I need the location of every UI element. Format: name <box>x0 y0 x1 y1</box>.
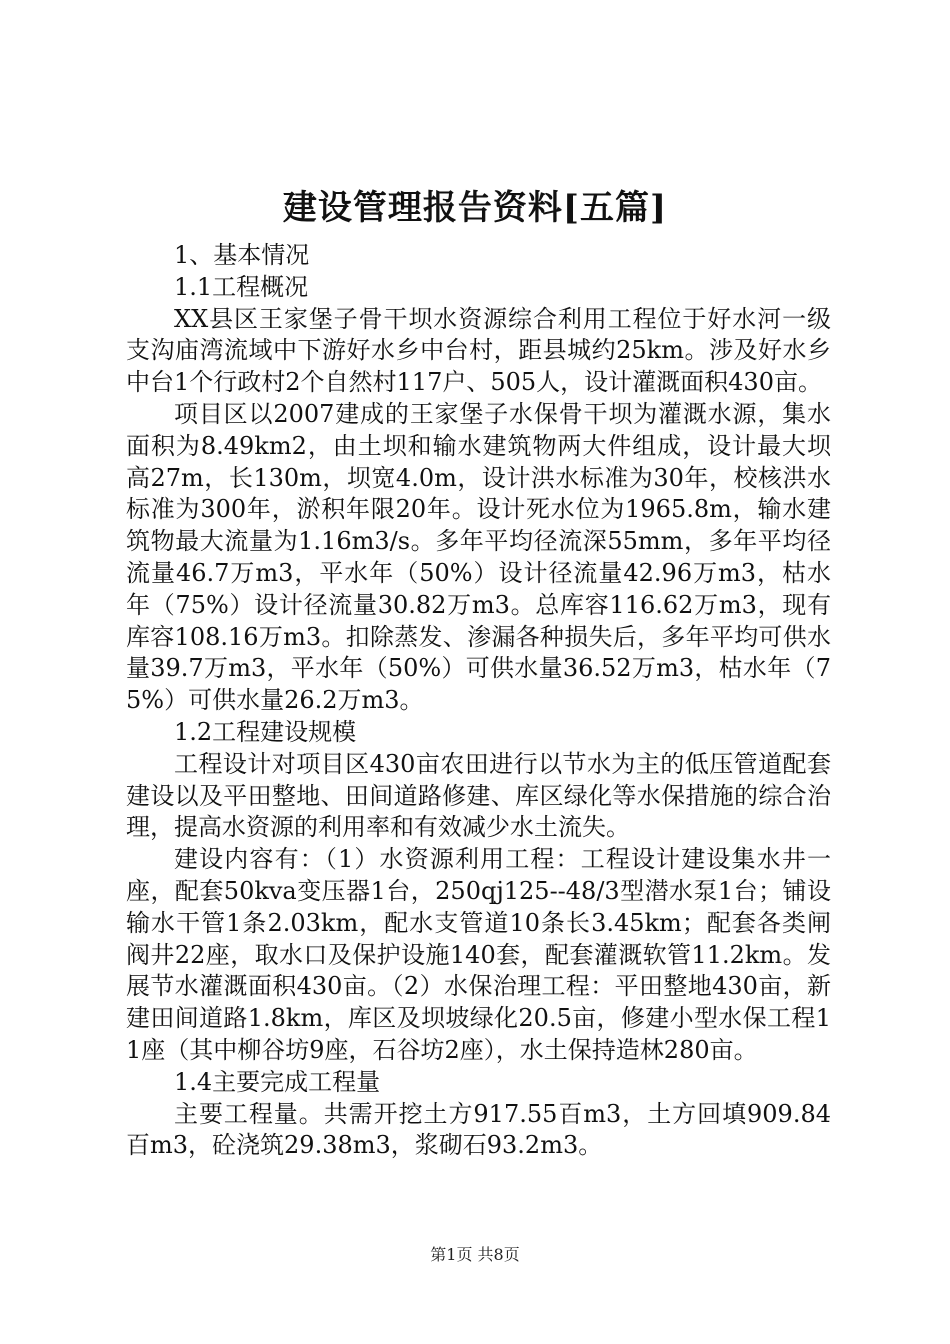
paragraph-water-source: 项目区以2007建成的王家堡子水保骨干坝为灌溉水源，集水面积为8.49km2，由土坝和输水建筑物两大件组成，设计最大坝高27m，长130m，坝宽4.0m，设计洪水标准为30年，校核洪水标准为300年，淤积年限20年。设计死水位为1965.8m，输水建筑物最大流量为1.16m3/s。多年平均径流深55mm，多年平均径流量46.7万m3，平水年（50%）设计径流量42.96万m3，枯水年（75%）设计径流量30.82万m3。总库容116.62万m3，现有库容108.16万m3。扣除蒸发、渗漏各种损失后，多年平均可供水量39.7万m3，平水年（50%）可供水量36.52万m3，枯水年（75%）可供水量26.2万m3。 <box>126 399 831 715</box>
section-heading-basic-info: 1、基本情况 <box>174 241 310 269</box>
paragraph-location: XX县区王家堡子骨干坝水资源综合利用工程位于好水河一级支沟庙湾流域中下游好水乡中台村，距县城约25km。涉及好水乡中台1个行政村2个自然村117户、505人，设计灌溉面积430亩。 <box>126 304 831 397</box>
paragraph-design-scope: 工程设计对项目区430亩农田进行以节水为主的低压管道配套建设以及平田整地、田间道路修建、库区绿化等水保措施的综合治理，提高水资源的利用率和有效减少水土流失。 <box>126 749 831 842</box>
section-heading-construction-scale: 1.2工程建设规模 <box>174 717 357 746</box>
paragraph-construction-content: 建设内容有：（1）水资源利用工程：工程设计建设集水井一座，配套50kva变压器1台，250qj125--48/3型潜水泵1台；铺设输水干管1条2.03km，配水支管道10条长3.45km；配套各类闸阀井22座，取水口及保护设施140套，配套灌溉软管11.2km。发展节水灌溉面积430亩。（2）水保治理工程：平田整地430亩，新建田间道路1.8km，库区及坝坡绿化20.5亩，修建小型水保工程11座（其中柳谷坊9座，石谷坊2座），水土保持造林280亩。 <box>126 845 831 1064</box>
document-body <box>126 240 831 1162</box>
page-footer: 第1页 共8页 <box>430 1245 520 1264</box>
document-title: 建设管理报告资料[五篇] <box>282 188 668 228</box>
section-heading-main-quantities: 1.4主要完成工程量 <box>174 1067 381 1096</box>
paragraph-quantities: 主要工程量。共需开挖土方917.55百m3，土方回填909.84百m3，砼浇筑29.38m3，浆砌石93.2m3。 <box>126 1099 831 1160</box>
section-heading-project-overview: 1.1工程概况 <box>174 272 309 301</box>
